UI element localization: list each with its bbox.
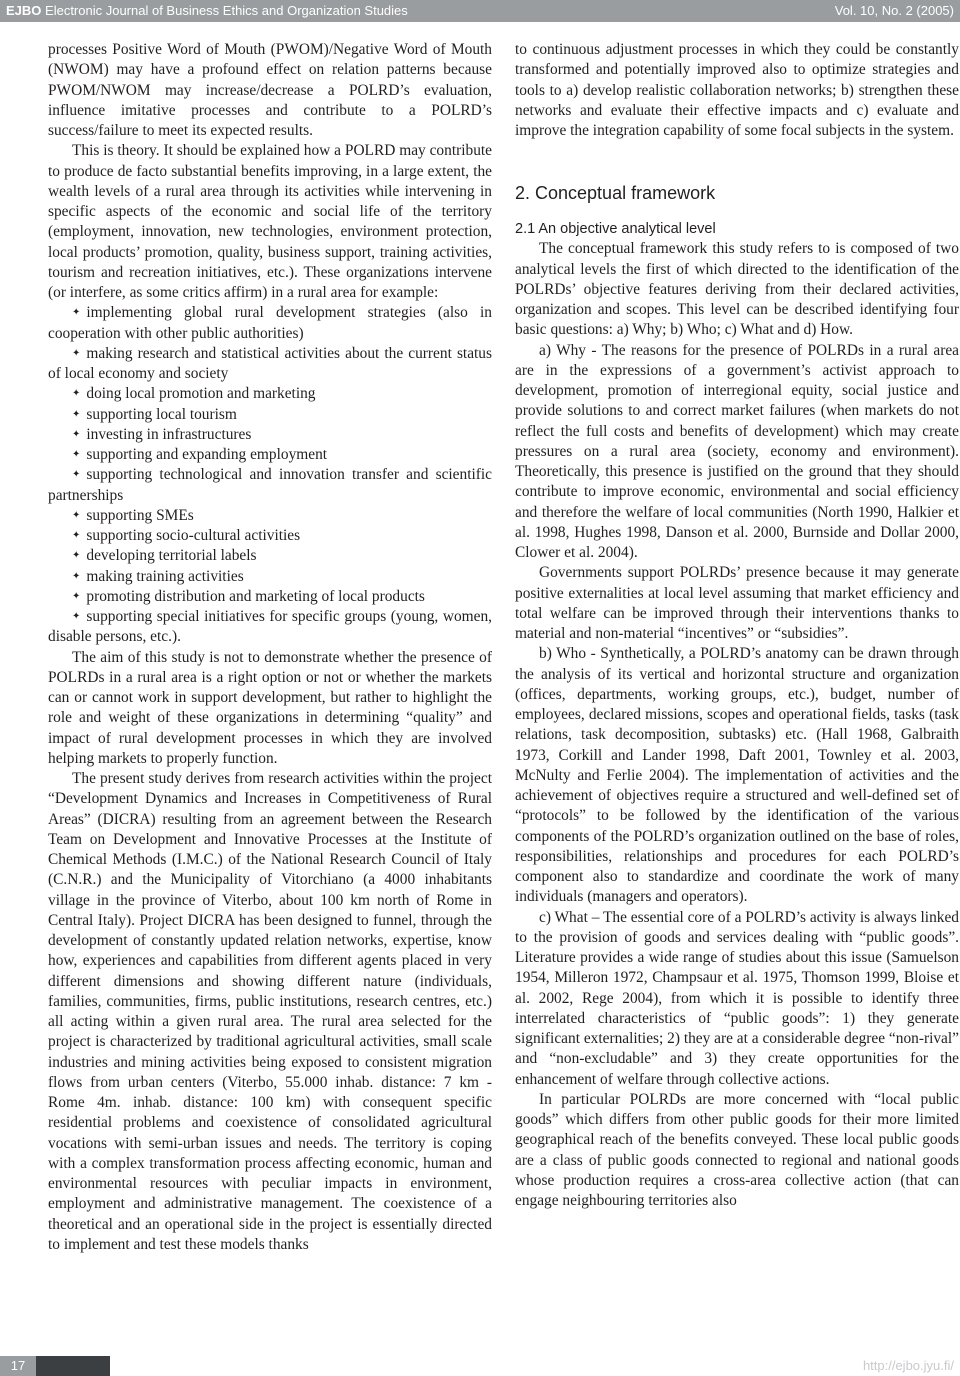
bullet-text: supporting and expanding employment bbox=[86, 446, 328, 463]
bullet-marker-icon: ✦ bbox=[72, 530, 81, 541]
paragraph: b) Who - Synthetically, a POLRD’s anatomy can be drawn through the analysis of its vertical and horizontal structure and organization (offices, departments, working groups, etc.), budget, number of employees, declared missions, scopes and operational fields, tasks (task relations, task decomposition, subtasks) etc. (Hall 1968, Galbraith 1973, Corkill and Lander 1998, Daft 2001, Townley et al. 2003, McNulty and Ferlie 2004). The implementation of activities and the achievement of objectives require a structured and well-defined set of “protocols” to be followed by the identification of the various components of the POLRD’s organization outlined on the base of roles, responsibilities, relationships and procedures for each POLRD’s component also to standardize and coordinate the work of many individuals (managers and operators). bbox=[515, 645, 959, 906]
bullet-item bbox=[48, 526, 492, 546]
bullet-text: implementing global rural development strategies (also in cooperation with other public authorities) bbox=[48, 304, 492, 342]
bullet-marker-icon: ✦ bbox=[72, 408, 81, 420]
footer-bar bbox=[0, 1356, 110, 1376]
bullet-text: doing local promotion and marketing bbox=[86, 385, 316, 403]
bullet-item bbox=[48, 344, 492, 385]
bullet-item bbox=[48, 567, 492, 587]
subsection-heading: 2.1 An objective analytical level bbox=[515, 221, 716, 238]
left-column bbox=[48, 40, 492, 1346]
page-number: 17 bbox=[0, 1356, 36, 1376]
bullet-item bbox=[48, 587, 492, 607]
bullet-item bbox=[48, 445, 492, 465]
bullet-marker-icon: ✦ bbox=[72, 611, 81, 622]
section-heading: 2. Conceptual framework bbox=[515, 183, 716, 204]
bullet-text: investing in infrastructures bbox=[86, 425, 252, 443]
journal-header bbox=[0, 0, 960, 22]
bullet-marker-icon: ✦ bbox=[72, 307, 81, 319]
bullet-item bbox=[48, 465, 492, 506]
bullet-text: developing territorial labels bbox=[86, 547, 257, 565]
paragraph: This is theory. It should be explained how a POLRD may contribute to produce de facto substantial benefits improving, in a large extent, the wealth levels of a rural area through its activities while intervening in specific aspects of the economic and social life of the territory (employment, innovation, new technologies, environment protection, local products’ promotion, quality, business support, training activities, tourism and recreation initiatives, etc.). These organizations intervene (or interfere, as some critics affirm) in a rural area for example: bbox=[48, 142, 492, 301]
bullet-marker-icon: ✦ bbox=[72, 449, 81, 460]
bullet-list bbox=[48, 303, 492, 647]
bullet-text: making training activities bbox=[86, 567, 244, 585]
bullet-item bbox=[48, 506, 492, 526]
right-column bbox=[515, 40, 959, 1346]
bullet-text: making research and statistical activities about the current status of local economy and society bbox=[48, 344, 492, 382]
bullet-marker-icon: ✦ bbox=[72, 347, 81, 359]
bullet-marker-icon: ✦ bbox=[72, 388, 81, 400]
journal-volume: Vol. 10, No. 2 (2005) bbox=[834, 3, 954, 18]
paragraph: The conceptual framework this study refers to is composed of two analytical levels the first of which directed to the identification of the POLRDs’ objective features deriving from their declared activities, organization and scopes. This level can be described identifying four basic questions: a) Why; b) Who; c) What and d) How. bbox=[515, 240, 959, 339]
bullet-marker-icon: ✦ bbox=[72, 509, 81, 521]
bullet-marker-icon: ✦ bbox=[72, 428, 81, 440]
paragraph: c) What – The essential core of a POLRD’s activity is always linked to the provision of goods and services dealing with “public goods”. Literature provides a wide range of studies about this issue (Samuelson 1954, Milleron 1972, Champsaur et al. 1975, Thomson 1999, Bloise et al. 2002, Rege 2004), from which it is possible to identify three interrelated characteristics of “public goods”: 1) they generate significant externalities; 2) they are at a considerable degree “non-rival” and “non-excludable” and 3) they create opportunities for the enhancement of welfare through collective actions. bbox=[515, 908, 959, 1088]
bullet-text: supporting technological and innovation transfer and scientific partnerships bbox=[48, 466, 492, 504]
paragraph: to continuous adjustment processes in which they could be constantly transformed and potentially improved also to optimize strategies and tools to a) develop realistic collaboration networks; b) strengthen these networks and evaluate their effective impacts and c) evaluate and improve the integration capability of some focal subjects in the system. bbox=[515, 41, 959, 139]
bullet-item bbox=[48, 607, 492, 648]
journal-name: Electronic Journal of Business Ethics and Organization Studies bbox=[45, 3, 408, 18]
bullet-text: supporting special initiatives for specific groups (young, women, disable persons, etc.). bbox=[48, 608, 492, 646]
bullet-text: supporting SMEs bbox=[86, 506, 194, 524]
paragraph: processes Positive Word of Mouth (PWOM)/Negative Word of Mouth (NWOM) may have a profound effect on relation patterns because PWOM/NWOM may increase/decrease a POLRD’s evaluation, influence imitative processes and contribute to a POLRD’s success/failure to meet its expected results. bbox=[48, 41, 492, 139]
bullet-marker-icon: ✦ bbox=[72, 570, 81, 582]
journal-abbr: EJBO bbox=[6, 3, 42, 18]
bullet-item bbox=[48, 303, 492, 344]
bullet-item bbox=[48, 384, 492, 404]
paragraph: Governments support POLRDs’ presence because it may generate positive externalities at local level assuming that market efficiency and total welfare can be improved through their interventions thanks to material and non-material “incentives” or “subsidies”. bbox=[515, 564, 959, 642]
bullet-item bbox=[48, 546, 492, 566]
paragraph: The aim of this study is not to demonstrate whether the presence of POLRDs in a rural area is a right option or not or whether the markets can or cannot work in support development, but rather to highlight the role and weight of these organizations in determining “quality” and impact of rural development processes in which they are involved helping markets to properly function. bbox=[48, 648, 492, 767]
bullet-text: promoting distribution and marketing of local products bbox=[86, 587, 425, 605]
bullet-text: supporting local tourism bbox=[86, 405, 237, 423]
bullet-text: supporting socio-cultural activities bbox=[86, 527, 301, 544]
bullet-marker-icon: ✦ bbox=[72, 469, 81, 481]
bullet-item bbox=[48, 425, 492, 445]
journal-title bbox=[6, 3, 408, 18]
paragraph: a) Why - The reasons for the presence of POLRDs in a rural area are in the expressions of a government’s activist approach to development, promotion of interregional equity, social justice and provide solutions to and correct market failures (when markets do not reflect the full costs and benefits of development) which may create pressures on a rural area (society, economy and environment). Theoretically, this presence is justified on the ground that they should contribute to improve economic, environmental and social efficiency and therefore the welfare of local communities (North 1990, Halkier et al. 1998, Hughes 1998, Danson et al. 2000, Burnside and Dollar 2000, Clower et al. 2004). bbox=[515, 341, 959, 561]
footer-url[interactable]: http://ejbo.jyu.fi/ bbox=[862, 1358, 954, 1373]
bullet-item bbox=[48, 405, 492, 425]
bullet-marker-icon: ✦ bbox=[72, 590, 81, 602]
paragraph: The present study derives from research activities within the project “Development Dynamics and Increases in Competitiveness of Rural Areas” (DICRA) resulting from an agreement between the Research Team on Development and Innovative Processes at the Institute of Chemical Methods (I.M.C.) of the National Research Council of Italy (C.N.R.) and the Municipality of Vitorchiano (a 4000 inhabitants village in the province of Viterbo, about 100 km north of Rome in Central Italy). Project DICRA has been designed to funnel, through the development of constantly updated relation networks, expertise, know how, experiences and capabilities from different agents placed in very different dimensions and showing different nature (individuals, families, communities, firms, public institutions, research centres, etc.) all acting within a given rural area. The rural area selected for the project is characterized by traditional agricultural activities, small scale industries and mining activities being exposed to consistent migration flows from urban centers (Viterbo, 55.000 inhab. distance: 7 km - Rome 4m. inhab. distance: 100 km) with consequent specific residential problems and coexistence of consolidated agricultural vocations with semi-urban issues and needs. The territory is coping with a complex transformation process affecting economic, human and environmental resources with peculiar impacts in environment, employment and administrative management. The coexistence of a theoretical and an operational side in the project is essentially directed to implement and test these models thanks bbox=[48, 770, 492, 1253]
paragraph: In particular POLRDs are more concerned with “local public goods” which differs from other public goods for their more limited geographical reach of the benefits conveyed. These local public goods are a class of public goods connected to regional and national goods whose production requires a cross-area collective action (that can engage neighbouring territories also bbox=[515, 1090, 959, 1209]
bullet-marker-icon: ✦ bbox=[72, 550, 81, 562]
